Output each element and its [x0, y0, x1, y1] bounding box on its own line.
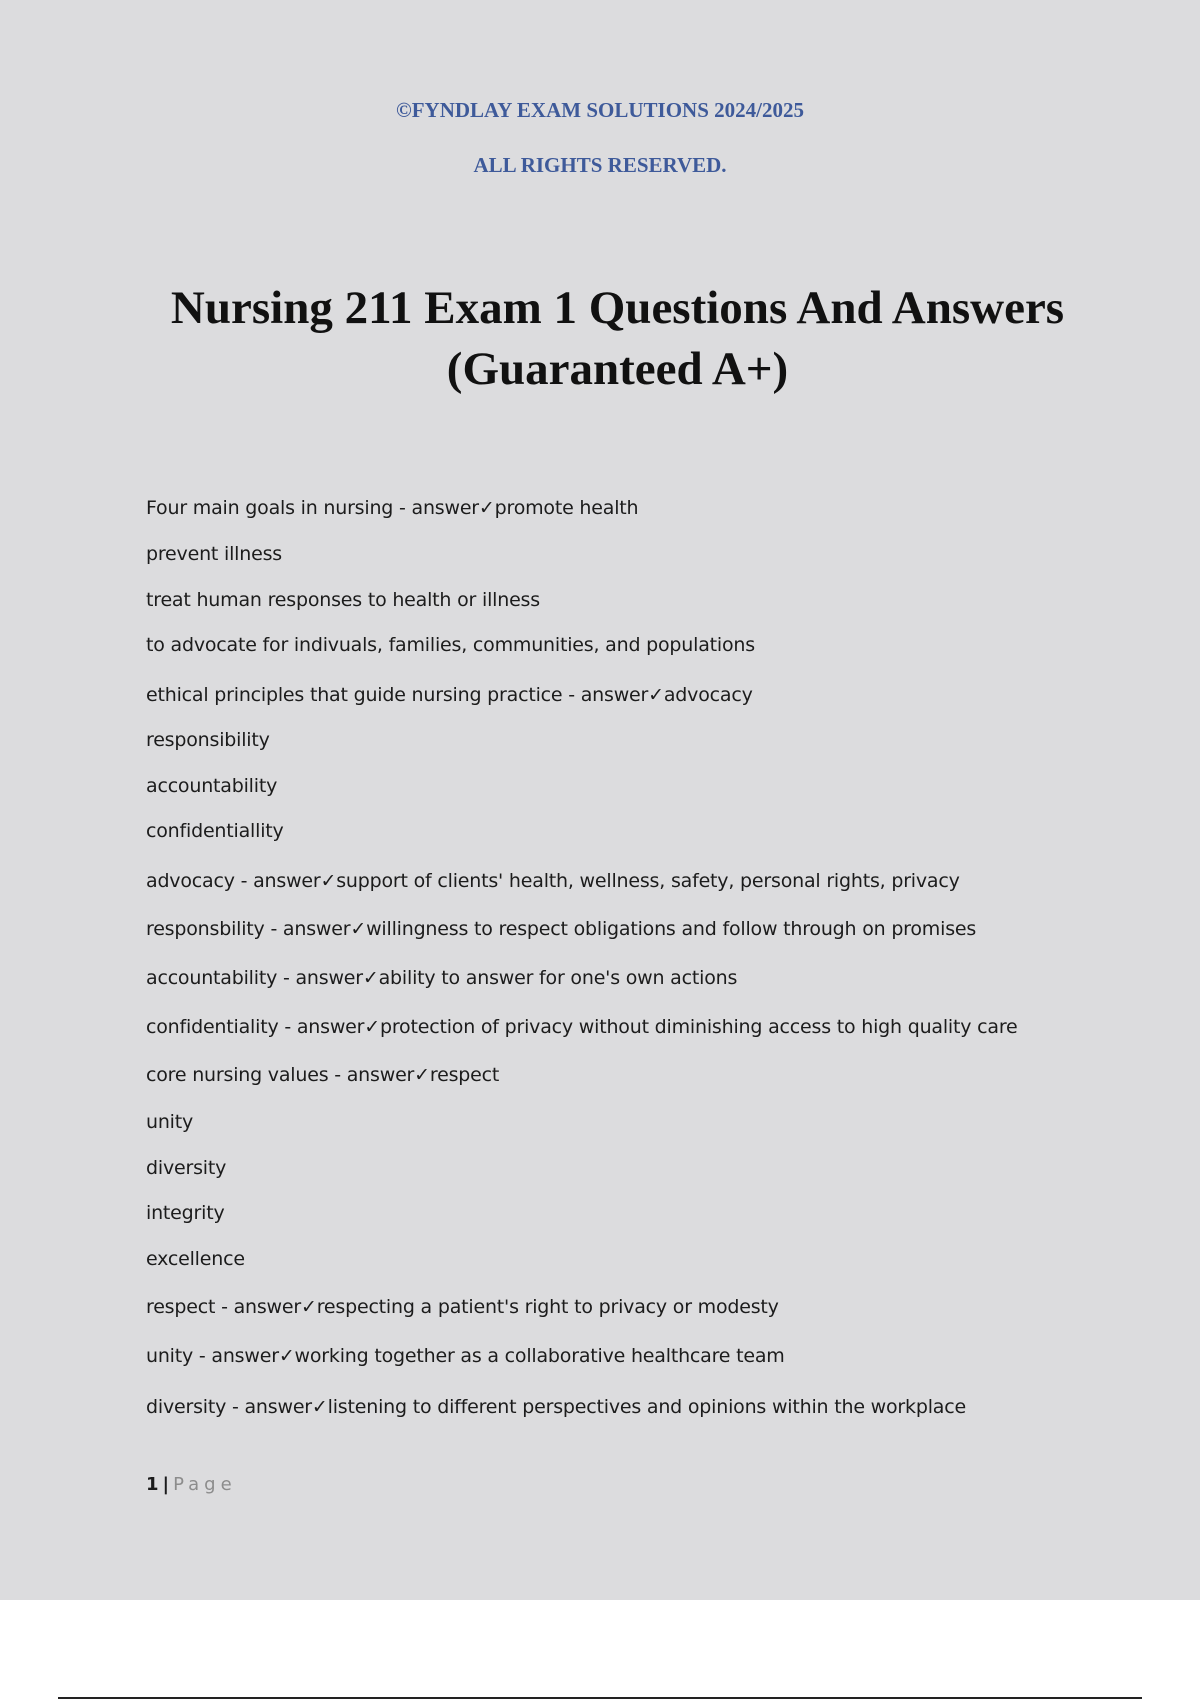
qa-line: diversity - answer✓listening to different perspectives and opinions within the workplace [146, 1396, 966, 1418]
rights-reserved-notice: ALL RIGHTS RESERVED. [473, 153, 727, 177]
qa-line: confidentiality - answer✓protection of privacy without diminishing access to high quality care [146, 1016, 1018, 1038]
qa-line: treat human responses to health or illness [146, 589, 540, 611]
page-separator: | [162, 1474, 170, 1495]
page-footer [146, 1474, 237, 1495]
qa-line: accountability - answer✓ability to answer for one's own actions [146, 967, 738, 989]
document-title-line-1: Nursing 211 Exam 1 Questions And Answers [170, 282, 1065, 334]
page-divider [58, 1697, 1142, 1699]
qa-line: accountability [146, 775, 278, 797]
qa-line: advocacy - answer✓support of clients' health, wellness, safety, personal rights, privacy [146, 870, 960, 892]
page-number: 1 [146, 1474, 159, 1495]
qa-line: confidentiallity [146, 820, 284, 842]
qa-line: excellence [146, 1248, 245, 1270]
qa-line: ethical principles that guide nursing practice - answer✓advocacy [146, 684, 753, 706]
qa-line: unity [146, 1111, 194, 1133]
qa-line: unity - answer✓working together as a collaborative healthcare team [146, 1345, 785, 1367]
qa-line: to advocate for indivuals, families, communities, and populations [146, 634, 755, 656]
qa-line: respect - answer✓respecting a patient's right to privacy or modesty [146, 1296, 779, 1318]
page-label: Page [173, 1474, 237, 1495]
document-title-line-2: (Guaranteed A+) [446, 343, 789, 395]
qa-line: prevent illness [146, 543, 282, 565]
document-title [60, 278, 1175, 400]
qa-line: integrity [146, 1202, 225, 1224]
qa-line: diversity [146, 1157, 227, 1179]
qa-line: core nursing values - answer✓respect [146, 1064, 500, 1086]
copyright-notice: ©FYNDLAY EXAM SOLUTIONS 2024/2025 [396, 98, 804, 122]
qa-line: responsibility [146, 729, 270, 751]
qa-line: Four main goals in nursing - answer✓promote health [146, 497, 639, 519]
qa-line: responsbility - answer✓willingness to respect obligations and follow through on promises [146, 918, 977, 940]
